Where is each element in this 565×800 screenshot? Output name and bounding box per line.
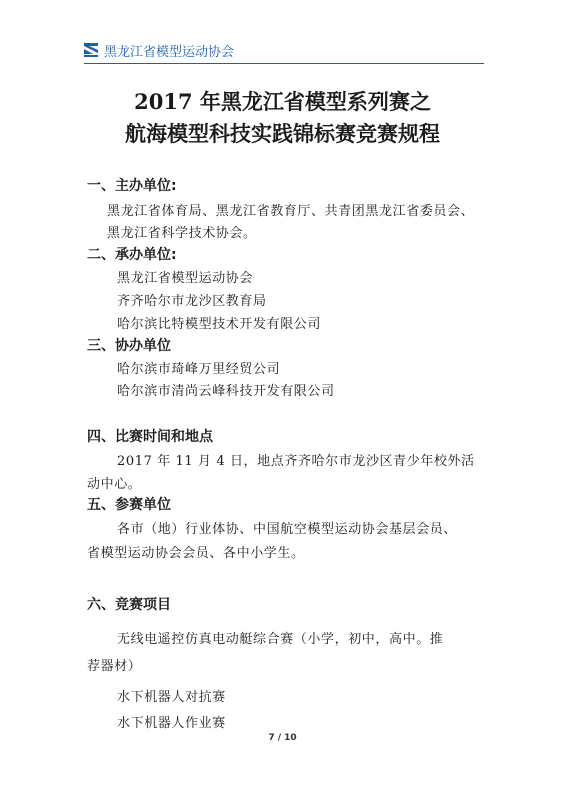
- section-line: 动中心。: [87, 477, 142, 492]
- association-logo-icon: [84, 42, 98, 58]
- section-line: 水下机器人对抗赛: [117, 690, 226, 705]
- title-line-2: 航海模型科技实践锦标赛竞赛规程: [125, 121, 440, 146]
- section-heading-host: 二、承办单位:: [87, 247, 177, 263]
- section-line: 水下机器人作业赛: [117, 716, 226, 731]
- section-line: 各市（地）行业体协、中国航空模型运动协会基层会员、: [117, 522, 458, 537]
- section-heading-co-organizer: 三、协办单位: [87, 338, 171, 354]
- section-heading-organizer: 一、主办单位:: [87, 178, 177, 194]
- section-line: 哈尔滨市琦峰万里经贸公司: [117, 362, 281, 377]
- header-divider: [84, 63, 484, 64]
- section-line: 黑龙江省模型运动协会: [117, 271, 254, 286]
- section-line: 荐器材）: [87, 659, 142, 674]
- section-line: 黑龙江省体育局、黑龙江省教育厅、共青团黑龙江省委员会、: [107, 204, 475, 219]
- section-line: 省模型运动协会会员、各中小学生。: [87, 546, 305, 561]
- document-title: [0, 86, 565, 150]
- section-line: 哈尔滨比特模型技术开发有限公司: [117, 317, 322, 332]
- section-line: 无线电遥控仿真电动艇综合赛（小学，初中，高中。推: [117, 632, 444, 647]
- section-line: 2017 年 11 月 4 日，地点齐齐哈尔市龙沙区青少年校外活: [117, 454, 475, 469]
- header-org-name: 黑龙江省模型运动协会: [104, 44, 235, 60]
- section-line: 哈尔滨市清尚云峰科技开发有限公司: [117, 384, 335, 399]
- section-heading-time-location: 四、比赛时间和地点: [87, 429, 213, 445]
- section-heading-participants: 五、参赛单位: [87, 497, 171, 513]
- page-number: 7 / 10: [268, 733, 297, 743]
- document-header: [84, 38, 484, 62]
- section-line: 齐齐哈尔市龙沙区教育局: [117, 294, 267, 309]
- title-line-1: 2017 年黑龙江省模型系列赛之: [134, 89, 431, 114]
- section-heading-events: 六、竞赛项目: [87, 597, 171, 613]
- section-line: 黑龙江省科学技术协会。: [107, 226, 257, 241]
